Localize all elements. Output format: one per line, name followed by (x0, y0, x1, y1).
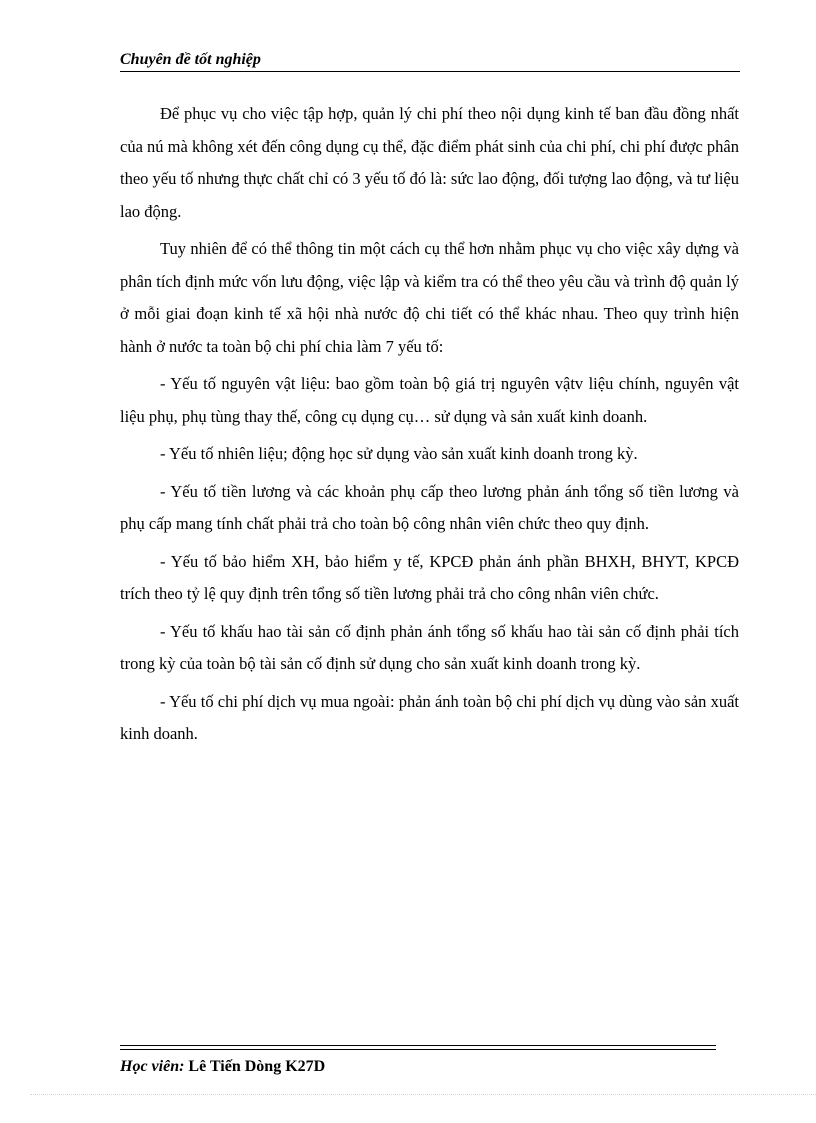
footer-rule-top (120, 1045, 716, 1046)
document-body (120, 98, 739, 756)
paragraph-intro: Để phục vụ cho việc tập hợp, quản lý chi phí theo nội dụng kinh tế ban đầu đồng nhất của nú mà không xét đến công dụng cụ thể, đặc điểm phát sinh của chi phí, chi phí được phân theo yếu tố nhưng thực chất chỉ có 3 yếu tố đó là: sức lao động, đối tượng lao động, và tư liệu lao động. (120, 104, 739, 221)
paragraph-wages: - Yếu tố tiền lương và các khoản phụ cấp theo lương phản ánh tổng số tiền lương và phụ cấp mang tính chất phải trả cho toàn bộ công nhân viên chức theo quy định. (120, 481, 739, 533)
footer-rule-bottom (120, 1049, 716, 1050)
paragraph-insurance: - Yếu tố bảo hiểm XH, bảo hiểm y tế, KPCĐ phản ánh phần BHXH, BHYT, KPCĐ trích theo tỷ lệ quy định trên tổng số tiền lương phải trả cho công nhân viên chức. (120, 551, 739, 603)
header-title: Chuyên đề tốt nghiệp (120, 51, 261, 68)
paragraph-depreciation: - Yếu tố khấu hao tài sản cố định phản ánh tổng số khấu hao tài sản cố định phải tích trong kỳ của toàn bộ tài sản cố định sử dụng cho sản xuất kinh doanh trong kỳ. (120, 621, 739, 673)
paragraph-seven-factors: Tuy nhiên để có thể thông tin một cách cụ thể hơn nhằm phục vụ cho việc xây dựng và phân tích định mức vốn lưu động, việc lập và kiểm tra có thể theo yêu cầu và trình độ quản lý ở mỗi giai đoạn kinh tế xã hội nhà nước độ chi tiết có thể khác nhau. Theo quy trình hiện hành ở nước ta toàn bộ chi phí chia làm 7 yếu tố: (120, 239, 739, 356)
header-rule (120, 71, 740, 72)
paragraph-fuel: - Yếu tố nhiên liệu; động học sử dụng vào sản xuất kinh doanh trong kỳ. (160, 444, 638, 463)
footer-author (120, 1056, 716, 1078)
paragraph-materials: - Yếu tố nguyên vật liệu: bao gồm toàn bộ giá trị nguyên vậtv liệu chính, nguyên vật liệu phụ, phụ tùng thay thế, công cụ dụng cụ… sử dụng và sản xuất kinh doanh. (120, 374, 739, 426)
paragraph-outsourced-services: - Yếu tố chi phí dịch vụ mua ngoài: phản ánh toàn bộ chi phí dịch vụ dùng vào sản xuất kinh doanh. (120, 691, 739, 743)
page-footer (120, 1045, 716, 1078)
page-edge-divider (30, 1094, 816, 1095)
footer-label: Học viên: (120, 1058, 185, 1075)
page-header (120, 49, 740, 73)
footer-author-name: Lê Tiến Dòng K27D (188, 1058, 326, 1075)
